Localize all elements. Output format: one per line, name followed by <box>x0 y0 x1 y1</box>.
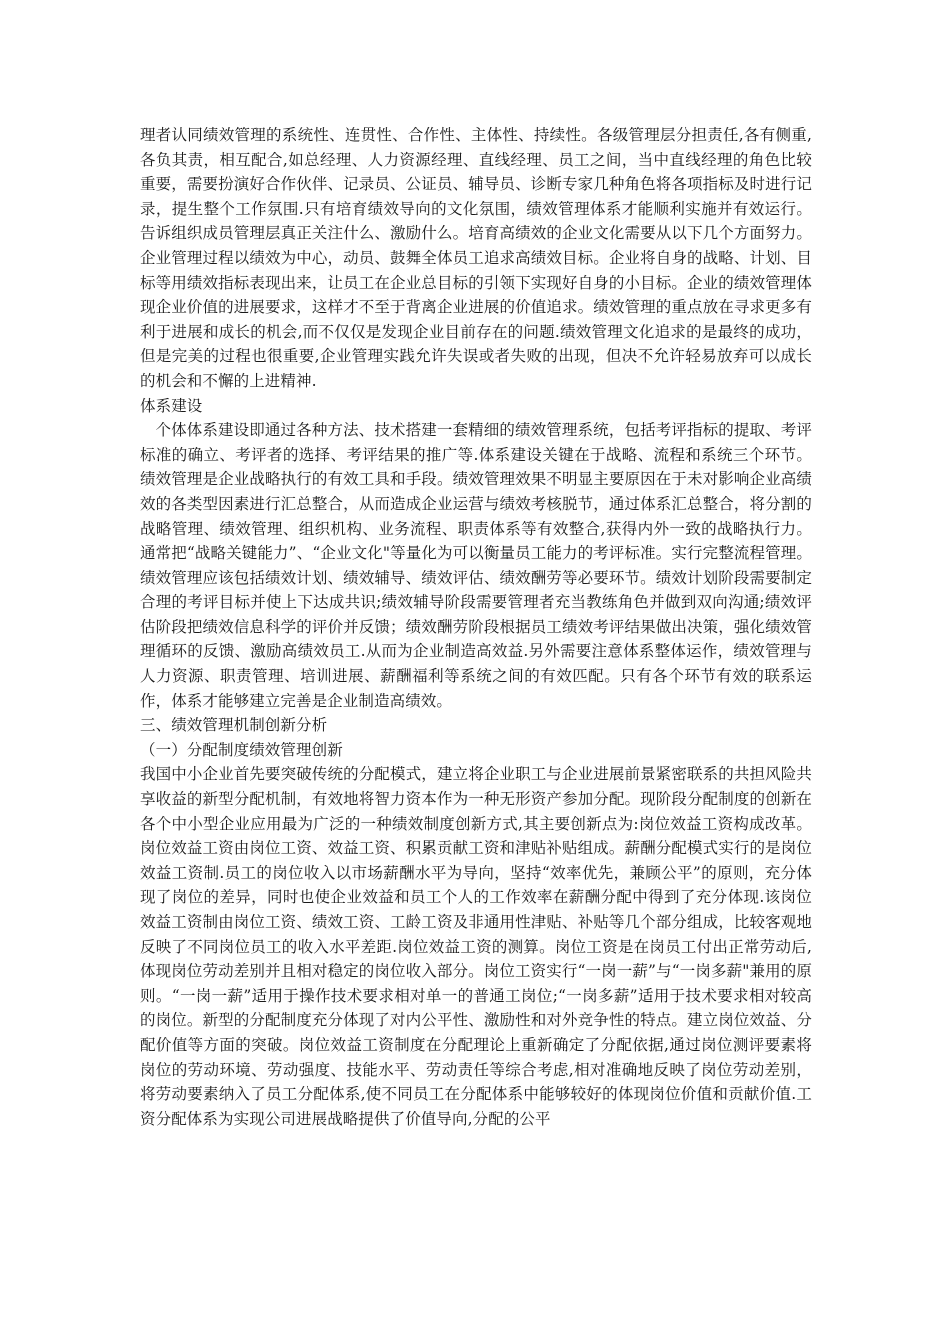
subsection-heading-distribution: （一）分配制度绩效管理创新 <box>140 740 343 759</box>
section-heading-mechanism-innovation: 三、绩效管理机制创新分析 <box>140 716 328 735</box>
body-paragraph-distribution: 我国中小企业首先要突破传统的分配模式，建立将企业职工与企业进展前景紧密联系的共担风险共享收益的新型分配机制，有效地将智力资本作为一种无形资产参加分配。现阶段分配制度的创新在各个中小型企业应用最为广泛的一种绩效制度创新方式,其主要创新点为:岗位效益工资构成改革。岗位效益工资由岗位工资、效益工资、积累贡献工资和津贴补贴组成。薪酬分配模式实行的是岗位效益工资制.员工的岗位收入以市场薪酬水平为导向，坚持“效率优先，兼顾公平”的原则，充分体现了岗位的差异，同时也使企业效益和员工个人的工作效率在薪酬分配中得到了充分体现.该岗位效益工资制由岗位工资、绩效工资、工龄工资及非通用性津贴、补贴等几个部分组成，比较客观地反映了不同岗位员工的收入水平差距.岗位效益工资的测算。岗位工资是在岗员工付出正常劳动后,体现岗位劳动差别并且相对稳定的岗位收入部分。岗位工资实行“一岗一薪”与“一岗多薪"兼用的原则。“一岗一薪”适用于操作技术要求相对单一的普通工岗位;“一岗多薪”适用于技术要求相对较高的岗位。新型的分配制度充分体现了对内公平性、激励性和对外竞争性的特点。建立岗位效益、分配价值等方面的突破。岗位效益工资制度在分配理论上重新确定了分配依据,通过岗位测评要素将岗位的劳动环境、劳动强度、技能水平、劳动责任等综合考虑,相对准确地反映了岗位劳动差别，将劳动要素纳入了员工分配体系,使不同员工在分配体系中能够较好的体现岗位价值和贡献价值.工资分配体系为实现公司进展战略提供了价值导向,分配的公平 <box>140 765 812 1128</box>
body-paragraph-culture: 理者认同绩效管理的系统性、连贯性、合作性、主体性、持续性。各级管理层分担责任,各有侧重,各负其责，相互配合,如总经理、人力资源经理、直线经理、员工之间，当中直线经理的角色比较重要，需要扮演好合作伙伴、记录员、公证员、辅导员、诊断专家几种角色将各项指标及时进行记录，提生整个工作氛围.只有培育绩效导向的文化氛围，绩效管理体系才能顺利实施并有效运行。告诉组织成员管理层真正关注什么、激励什么。培育高绩效的企业文化需要从以下几个方面努力。企业管理过程以绩效为中心，动员、鼓舞全体员工追求高绩效目标。企业将自身的战略、计划、目标等用绩效指标表现出来，让员工在企业总目标的引领下实现好自身的小目标。企业的绩效管理体现企业价值的进展要求，这样才不至于背离企业进展的价值追求。绩效管理的重点放在寻求更多有利于进展和成长的机会,而不仅仅是发现企业目前存在的问题.绩效管理文化追求的是最终的成功，但是完美的过程也很重要,企业管理实践允许失误或者失败的出现，但决不允许轻易放弃可以成长的机会和不懈的上进精神. <box>140 126 812 390</box>
document-page <box>140 123 812 1131</box>
section-heading-system-building: 体系建设 <box>140 396 203 415</box>
body-paragraph-system-building: 个体体系建设即通过各种方法、技术搭建一套精细的绩效管理系统，包括考评指标的提取、考评标准的确立、考评者的选择、考评结果的推广等.体系建设关键在于战略、流程和系统三个环节。绩效管理是企业战略执行的有效工具和手段。绩效管理效果不明显主要原因在于未对影响企业高绩效的各类型因素进行汇总整合，从而造成企业运营与绩效考核脱节，通过体系汇总整合，将分割的战略管理、绩效管理、组织机构、业务流程、职责体系等有效整合,获得内外一致的战略执行力。通常把“战略关键能力”、“企业文化"等量化为可以衡量员工能力的考评标准。实行完整流程管理。绩效管理应该包括绩效计划、绩效辅导、绩效评估、绩效酬劳等必要环节。绩效计划阶段需要制定合理的考评目标并使上下达成共识;绩效辅导阶段需要管理者充当教练角色并做到双向沟通;绩效评估阶段把绩效信息科学的评价并反馈；绩效酬劳阶段根据员工绩效考评结果做出决策，强化绩效管理循环的反馈、激励高绩效员工.从而为企业制造高效益.另外需要注意体系整体运作，绩效管理与人力资源、职责管理、培训进展、薪酬福利等系统之间的有效匹配。只有各个环节有效的联系运作，体系才能够建立完善是企业制造高绩效。 <box>140 421 812 710</box>
